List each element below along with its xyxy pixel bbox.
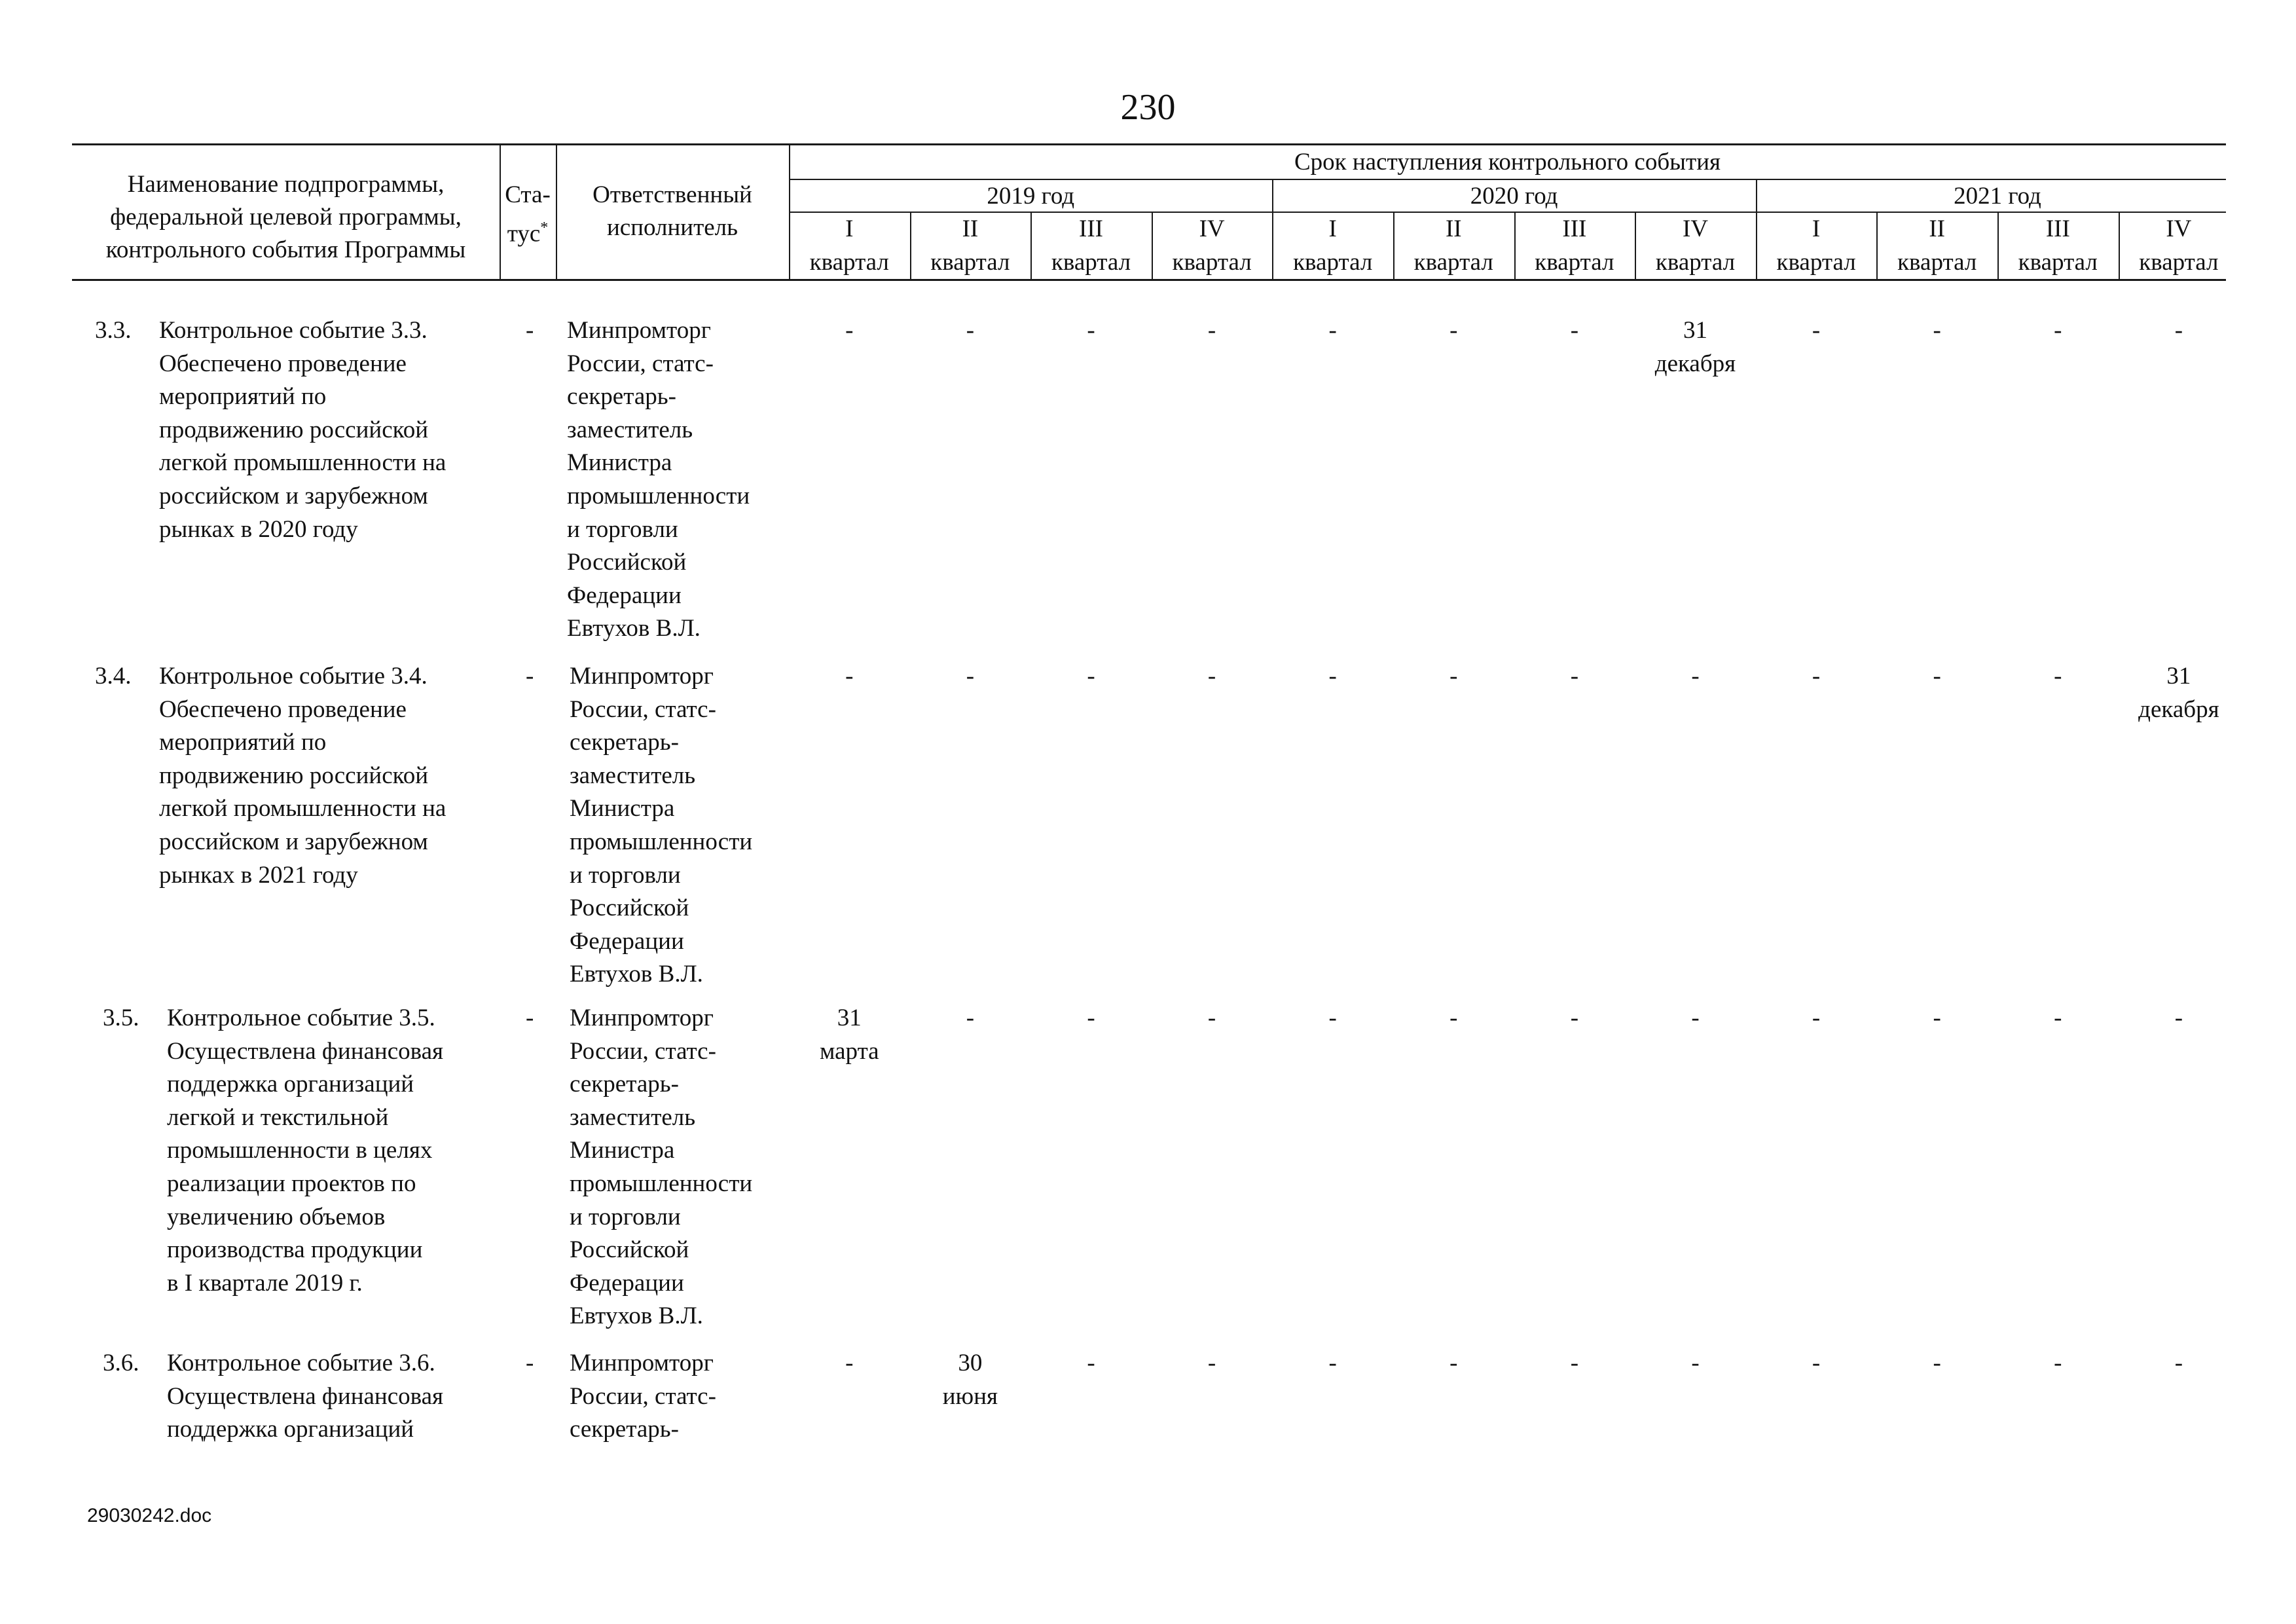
row-executor-line: России, статс- (567, 350, 714, 377)
row-name-line: Контрольное событие 3.4. (159, 663, 428, 690)
quarter-dash: - (1328, 1005, 1337, 1031)
quarter-numeral: I (845, 215, 854, 242)
quarter-dash: - (1328, 663, 1337, 690)
header-top-rule (72, 143, 2226, 145)
row-status: - (526, 663, 534, 690)
column-header-name-line: контрольного события Программы (105, 236, 466, 263)
row-name-line: рынках в 2020 году (159, 515, 358, 543)
deadline-title: Срок наступления контрольного события (1294, 149, 1721, 175)
row-name-line: Контрольное событие 3.5. (167, 1005, 435, 1031)
page-number: 230 (1120, 87, 1176, 128)
quarter-dash: - (1449, 317, 1458, 344)
quarter-dash: - (1570, 317, 1579, 344)
row-executor-line: Минпромторг (570, 1350, 714, 1376)
column-header-executor-line: исполнитель (606, 214, 738, 241)
row-executor-line: промышленности (567, 483, 750, 509)
row-name-line: Контрольное событие 3.6. (167, 1350, 435, 1376)
row-name-line: Контрольное событие 3.3. (159, 317, 428, 344)
quarter-dash: - (1328, 317, 1337, 344)
row-executor-line: Министра (570, 795, 675, 822)
quarter-dash: - (966, 1005, 975, 1031)
column-header-executor-line: Ответственный (592, 181, 752, 208)
row-executor-line: Евтухов В.Л. (570, 1302, 703, 1330)
quarter-dash: - (1207, 1005, 1216, 1031)
quarter-word: квартал (1897, 249, 1977, 276)
quarter-dash: - (845, 1350, 854, 1376)
row-executor-line: секретарь- (570, 1416, 679, 1443)
row-executor-line: России, статс- (570, 1037, 716, 1065)
quarter-dash: - (1087, 663, 1095, 690)
quarter-dash: - (966, 317, 975, 344)
quarter-dash: - (1812, 663, 1821, 690)
quarter-dash: - (1087, 1350, 1095, 1376)
quarter-date-value: декабря (1654, 350, 1736, 377)
quarter-numeral: I (1812, 215, 1821, 242)
row-executor-line: Минпромторг (567, 317, 711, 344)
row-executor-line: России, статс- (570, 695, 716, 723)
quarter-numeral: III (1562, 215, 1587, 242)
quarter-dash: - (1207, 1350, 1216, 1376)
row-status: - (526, 317, 534, 344)
header-bottom-rule (72, 279, 2226, 281)
row-name-line: в I квартале 2019 г. (167, 1269, 363, 1297)
quarter-dash: - (1087, 1005, 1095, 1031)
quarter-dash: - (1691, 1350, 1700, 1376)
row-executor-line: Федерации (570, 927, 684, 955)
quarter-date-value: декабря (2138, 695, 2219, 723)
row-name-line: легкой промышленности на (159, 795, 446, 822)
row-name-line: легкой и текстильной (167, 1103, 389, 1131)
row-executor-line: Минпромторг (570, 1005, 714, 1031)
quarter-dash: - (2054, 1005, 2062, 1031)
quarter-numeral: III (2045, 215, 2070, 242)
quarter-dash: - (845, 317, 854, 344)
quarter-dash: - (1933, 663, 1941, 690)
row-name-line: реализации проектов по (167, 1170, 416, 1197)
row-name-line: мероприятий по (159, 383, 327, 411)
year-label: 2020 год (1470, 183, 1558, 210)
quarter-dash: - (1812, 317, 1821, 344)
quarter-dash: - (1570, 1005, 1579, 1031)
row-number: 3.6. (103, 1350, 139, 1376)
quarter-dash: - (2174, 317, 2183, 344)
row-executor-line: Российской (570, 895, 689, 922)
quarter-dash: - (2174, 1350, 2183, 1376)
row-executor-line: и торговли (570, 861, 681, 889)
row-executor-line: Российской (570, 1236, 689, 1264)
quarter-dash: - (2054, 663, 2062, 690)
row-name-line: легкой промышленности на (159, 449, 446, 477)
row-executor-line: и торговли (570, 1203, 681, 1230)
quarter-dash: - (1812, 1350, 1821, 1376)
quarter-dash: - (2054, 1350, 2062, 1376)
row-executor-line: заместитель (570, 1103, 696, 1131)
quarter-dash: - (1449, 1350, 1458, 1376)
quarter-dash: - (845, 663, 854, 690)
column-header-name-line: федеральной целевой программы, (110, 204, 462, 231)
column-header-name-line: Наименование подпрограммы, (127, 171, 445, 198)
quarter-dash: - (1691, 663, 1700, 690)
column-header-status-line: тус* (507, 219, 549, 248)
column-header-status-line: Ста- (505, 181, 551, 208)
quarter-dash: - (1207, 663, 1216, 690)
quarter-date-value: 31 (1683, 317, 1707, 344)
row-name-line: Осуществлена финансовая (167, 1382, 444, 1410)
row-executor-line: заместитель (570, 762, 696, 789)
row-name-line: Осуществлена финансовая (167, 1037, 444, 1065)
row-name-line: рынках в 2021 году (159, 861, 358, 889)
quarter-word: квартал (1051, 249, 1131, 276)
quarter-dash: - (2174, 1005, 2183, 1031)
quarter-numeral: IV (1682, 215, 1708, 242)
row-name-line: российском и зарубежном (159, 828, 428, 855)
row-executor-line: секретарь- (567, 383, 676, 411)
quarter-date-value: марта (819, 1037, 879, 1065)
quarter-word: квартал (1413, 249, 1493, 276)
quarter-numeral: I (1328, 215, 1337, 242)
row-name-line: увеличению объемов (167, 1203, 386, 1230)
row-executor-line: Минпромторг (570, 663, 714, 690)
row-name-line: продвижению российской (159, 762, 429, 789)
quarter-dash: - (1933, 1005, 1941, 1031)
row-executor-line: России, статс- (570, 1382, 716, 1410)
row-executor-line: Министра (567, 449, 672, 477)
quarter-numeral: IV (2166, 215, 2192, 242)
quarter-dash: - (2054, 317, 2062, 344)
row-executor-line: промышленности (570, 1170, 753, 1197)
quarter-dash: - (1570, 663, 1579, 690)
row-name-line: продвижению российской (159, 416, 429, 443)
row-name-line: Обеспечено проведение (159, 695, 407, 723)
row-name-line: поддержка организаций (167, 1071, 414, 1098)
row-number: 3.3. (95, 317, 132, 344)
quarter-dash: - (1449, 663, 1458, 690)
row-executor-line: и торговли (567, 515, 678, 543)
row-number: 3.4. (95, 663, 132, 690)
quarter-date-value: 31 (837, 1005, 862, 1031)
row-executor-line: Евтухов В.Л. (570, 961, 703, 988)
row-name-line: Обеспечено проведение (159, 350, 407, 377)
row-name-line: промышленности в целях (167, 1137, 433, 1164)
row-status: - (526, 1005, 534, 1031)
row-executor-line: Российской (567, 549, 687, 576)
status-footnote-mark: * (540, 219, 549, 236)
quarter-dash: - (1570, 1350, 1579, 1376)
row-executor-line: Министра (570, 1137, 675, 1164)
quarter-dash: - (1207, 317, 1216, 344)
quarter-word: квартал (1293, 249, 1373, 276)
row-executor-line: Евтухов В.Л. (567, 615, 701, 642)
quarter-word: квартал (2018, 249, 2098, 276)
quarter-word: квартал (1535, 249, 1614, 276)
quarter-word: квартал (1776, 249, 1856, 276)
quarter-numeral: II (1929, 215, 1946, 242)
quarter-word: квартал (1172, 249, 1252, 276)
quarter-dash: - (966, 663, 975, 690)
quarter-dash: - (1087, 317, 1095, 344)
row-executor-line: секретарь- (570, 1071, 679, 1098)
document-filename: 29030242.doc (87, 1505, 212, 1526)
quarter-date-value: 30 (958, 1350, 983, 1376)
row-executor-line: Федерации (567, 581, 682, 609)
row-executor-line: Федерации (570, 1269, 684, 1297)
quarter-dash: - (1933, 317, 1941, 344)
row-executor-line: заместитель (567, 416, 693, 443)
quarter-word: квартал (930, 249, 1010, 276)
row-name-line: мероприятий по (159, 729, 327, 756)
year-label: 2019 год (987, 183, 1075, 210)
quarter-dash: - (1812, 1005, 1821, 1031)
row-name-line: российском и зарубежном (159, 483, 428, 509)
row-status: - (526, 1350, 534, 1376)
quarter-word: квартал (1655, 249, 1736, 276)
row-executor-line: секретарь- (570, 729, 679, 756)
row-name-line: производства продукции (167, 1236, 423, 1264)
quarter-date-value: 31 (2166, 663, 2191, 690)
year-label: 2021 год (1954, 183, 2041, 210)
quarter-dash: - (1933, 1350, 1941, 1376)
quarter-dash: - (1691, 1005, 1700, 1031)
quarter-dash: - (1449, 1005, 1458, 1031)
quarter-word: квартал (2139, 249, 2219, 276)
quarter-numeral: IV (1199, 215, 1225, 242)
row-executor-line: промышленности (570, 828, 753, 855)
row-name-line: поддержка организаций (167, 1416, 414, 1443)
quarter-word: квартал (809, 249, 889, 276)
quarter-numeral: II (962, 215, 979, 242)
quarter-numeral: III (1079, 215, 1103, 242)
quarter-numeral: II (1445, 215, 1462, 242)
row-number: 3.5. (103, 1005, 139, 1031)
quarter-dash: - (1328, 1350, 1337, 1376)
quarter-date-value: июня (942, 1382, 998, 1410)
